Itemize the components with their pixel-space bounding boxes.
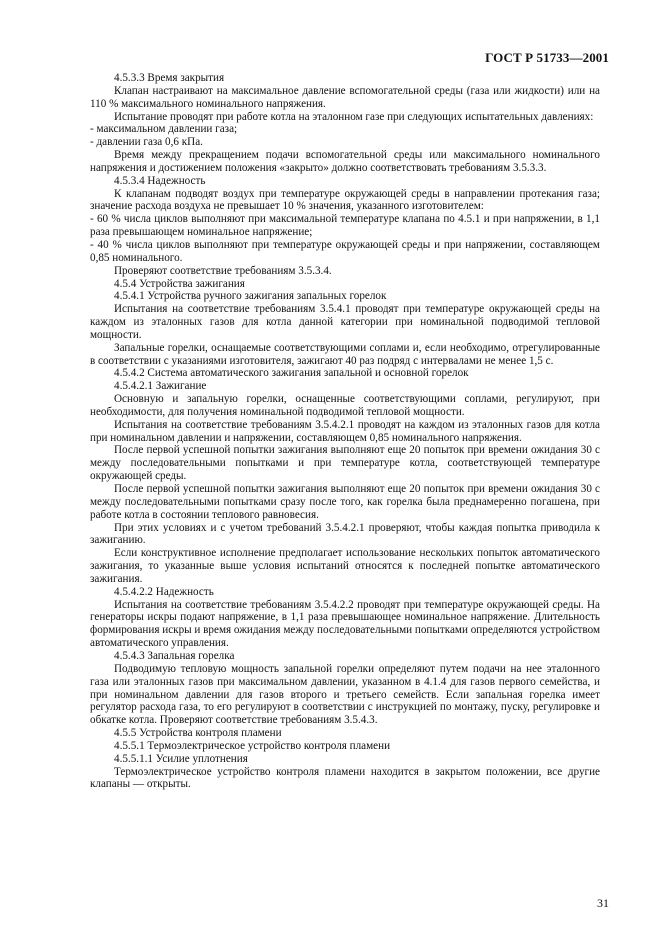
section-heading: 4.5.5.1 Термоэлектрическое устройство контроля пламени bbox=[114, 739, 391, 752]
paragraph: Подводимую тепловую мощность запальной горелки определяют путем подачи на нее эталонного газа или эталонных газов при максимальном давлении, указанном в 4.1.4 для газов первого семейства, и при номинальном давлении для газов второго и третьего семейств. Если запальная горелка имеет регулятор расхода газа, то его регулируют в соответствии с инструкцией по монтажу, пуску, регулировке и обкатке котла. Проверяют соответствие требованиям 3.5.4.3. bbox=[90, 662, 600, 727]
document-body bbox=[90, 72, 600, 791]
paragraph: При этих условиях и с учетом требований 3.5.4.2.1 проверяют, чтобы каждая попытка приводила к зажиганию. bbox=[90, 521, 600, 547]
section-heading: 4.5.4.2.2 Надежность bbox=[114, 585, 214, 598]
paragraph: Термоэлектрическое устройство контроля пламени находится в закрытом положении, все другие клапаны — открыты. bbox=[90, 765, 600, 791]
section-heading: 4.5.4.1 Устройства ручного зажигания запальных горелок bbox=[114, 290, 387, 303]
paragraph: Основную и запальную горелки, оснащенные соответствующими соплами, регулируют, при необходимости, для получения номинальной подводимой тепловой мощности. bbox=[90, 393, 600, 418]
section-heading: 4.5.3.4 Надежность bbox=[114, 174, 206, 187]
section-heading: 4.5.4.2.1 Зажигание bbox=[114, 380, 207, 393]
paragraph: После первой успешной попытки зажигания выполняют еще 20 попыток при времени ожидания 30 с между последовательными попытками и при температуре котла, соответствующей температуре окружающей среды. bbox=[90, 444, 600, 483]
section-heading: 4.5.4.3 Запальная горелка bbox=[114, 649, 235, 662]
standard-designation: ГОСТ Р 51733—2001 bbox=[485, 50, 609, 65]
paragraph: Клапан настраивают на максимальное давление вспомогательной среды (газа или жидкости) или на 110 % максимального номинального напряжения. bbox=[90, 84, 600, 110]
page-number: 31 bbox=[597, 896, 609, 910]
section-heading: 4.5.5 Устройства контроля пламени bbox=[114, 727, 282, 740]
section-heading: 4.5.3.3 Время закрытия bbox=[114, 72, 225, 84]
paragraph: Если конструктивное исполнение предполагает использование нескольких попыток автоматического зажигания, то указанные выше условия испытаний относятся к последней попытке автоматического зажигания. bbox=[90, 547, 600, 585]
section-heading: 4.5.4 Устройства зажигания bbox=[114, 277, 245, 290]
paragraph: Испытания на соответствие требованиям 3.5.4.2.2 проводят при температуре окружающей среды. На генераторы искры подают напряжение, в 1,1 раза превышающее номинальное напряжение. Длительность формирования искры и время ожидания между последовательными попытками определяются устройством автоматического управления. bbox=[90, 598, 600, 650]
section-heading: 4.5.4.2 Система автоматического зажигания запальной и основной горелок bbox=[114, 367, 469, 380]
paragraph: Испытание проводят при работе котла на эталонном газе при следующих испытательных давлениях: bbox=[114, 110, 594, 123]
paragraph: Время между прекращением подачи вспомогательной среды или максимального номинального напряжения и достижением положения «закрыто» должно соответствовать требованиям 3.5.3.3. bbox=[90, 149, 600, 174]
list-item: - 40 % числа циклов выполняют при температуре окружающей среды и при напряжении, составляющем 0,85 номинального. bbox=[90, 238, 600, 264]
paragraph: Испытания на соответствие требованиям 3.5.4.2.1 проводят на каждом из эталонных газов для котла при номинальном давлении и напряжении, составляющем 0,85 номинального напряжения. bbox=[90, 418, 600, 444]
list-item: - давлении газа 0,6 кПа. bbox=[90, 136, 203, 149]
paragraph: Испытания на соответствие требованиям 3.5.4.1 проводят при температуре окружающей среды на каждом из эталонных газов для котла данной категории при номинальной подводимой тепловой мощности. bbox=[90, 303, 600, 341]
paragraph: К клапанам подводят воздух при температуре окружающей среды в направлении протекания газа; значение расхода воздуха не превышает 10 % значения, указанного изготовителем: bbox=[90, 187, 600, 213]
list-item: - 60 % числа циклов выполняют при максимальной температуре клапана по 4.5.1 и при напряжении, в 1,1 раза превышающем номинальное напряжение; bbox=[90, 213, 600, 239]
paragraph: Проверяют соответствие требованиям 3.5.3.4. bbox=[114, 264, 332, 277]
paragraph: Запальные горелки, оснащаемые соответствующими соплами и, если необходимо, отрегулированные в соответствии с указаниями изготовителя, зажигают 40 раз подряд с интервалами не менее 1,5 с. bbox=[90, 341, 600, 367]
paragraph: После первой успешной попытки зажигания выполняют еще 20 попыток при времени ожидания 30 с между последовательными попытками сразу после того, как горелка была преднамеренно погашена, при работе котла в состоянии теплового равновесия. bbox=[90, 483, 600, 521]
section-heading: 4.5.5.1.1 Усилие уплотнения bbox=[114, 752, 248, 765]
list-item: - максимальном давлении газа; bbox=[90, 123, 238, 136]
